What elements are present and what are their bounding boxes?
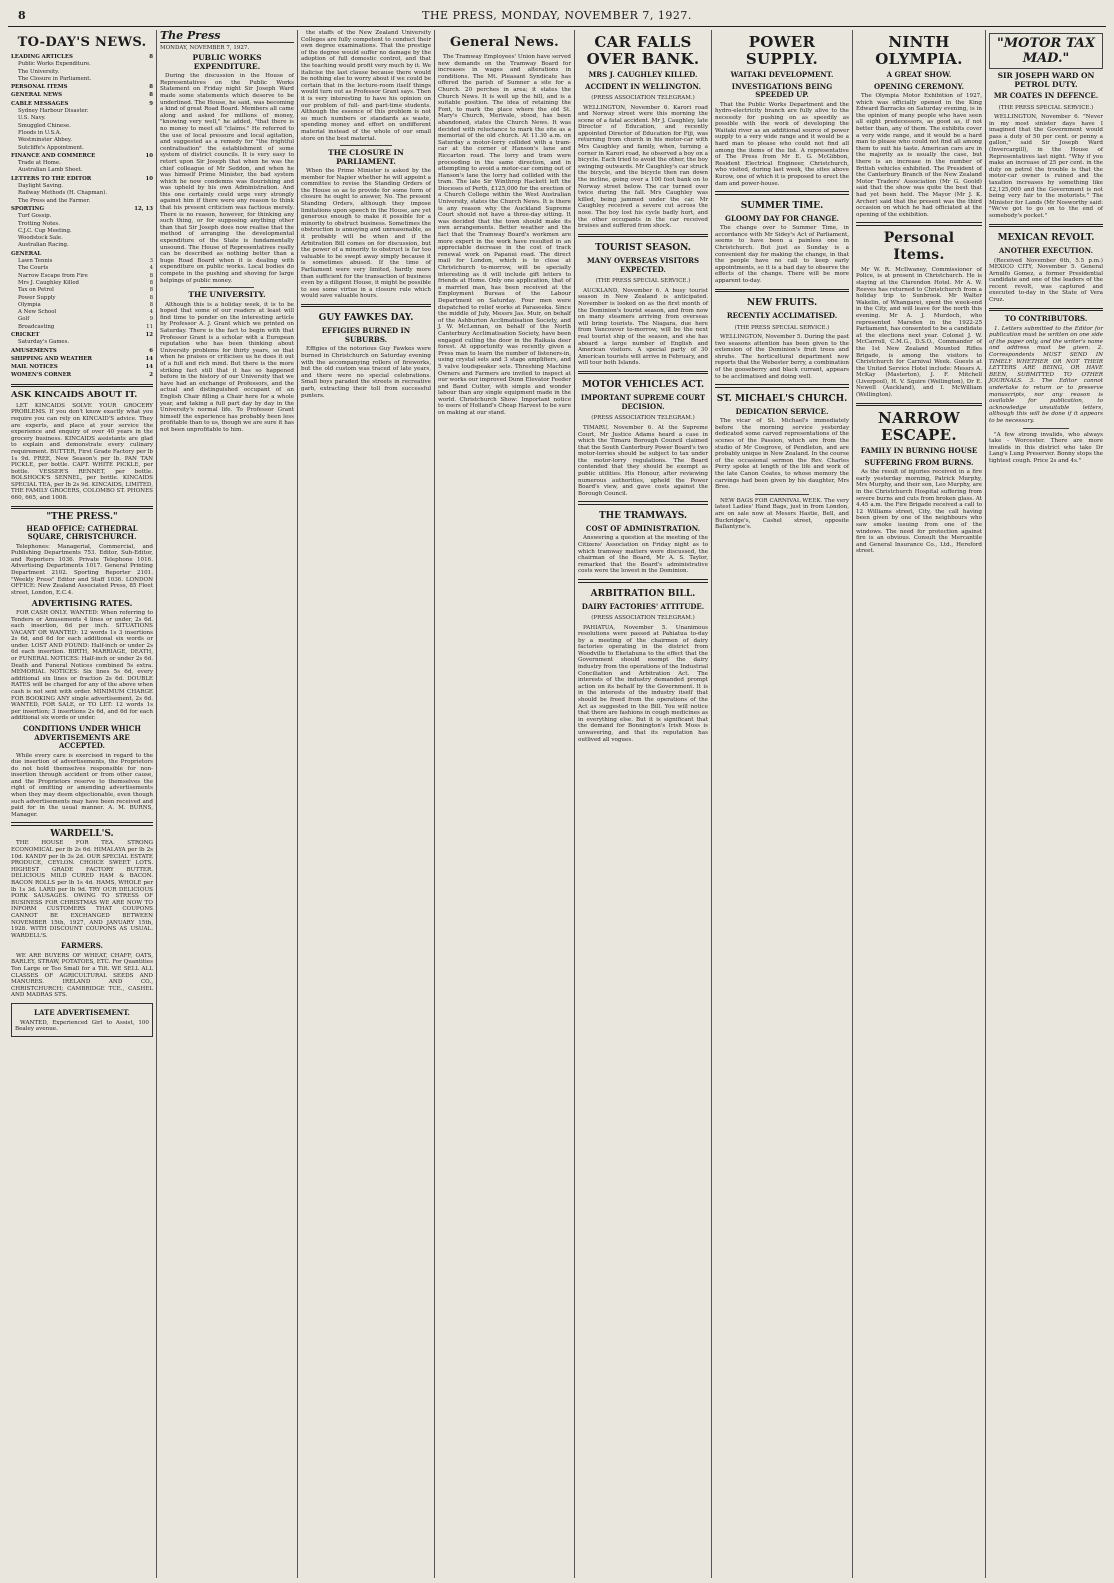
- index-label: LETTERS TO THE EDITOR: [11, 175, 92, 182]
- index-label: Narrow Escape from Fire: [18, 272, 88, 279]
- index-label: Railway Methods (H. Chapman).: [18, 190, 108, 197]
- motor-vehicles-source: (PRESS ASSOCIATION TELEGRAM.): [591, 415, 695, 422]
- guy-fawkes-heading: GUY FAWKES DAY.: [318, 313, 414, 324]
- olympia-heading: NINTH OLYMPIA.: [875, 33, 963, 68]
- index-label: Trade at Home.: [18, 160, 61, 167]
- index-page: 4: [149, 309, 153, 316]
- divider: [1023, 428, 1069, 429]
- personal-items-heading: Personal Items.: [883, 229, 955, 263]
- late-advertisement: [11, 1003, 153, 1037]
- motor-tax-heading: "MOTOR TAX MAD.": [989, 33, 1103, 69]
- arbitration-subheading: DAIRY FACTORIES' ATTITUDE.: [581, 601, 705, 611]
- index-page: 9: [149, 100, 153, 107]
- index-row: [11, 258, 153, 265]
- index-label: CRICKET: [11, 331, 40, 338]
- late-advertisement-body: WANTED, Experienced Girl to Assist, 100 Bealey avenue.: [15, 1019, 149, 1033]
- index-row: [11, 61, 153, 68]
- divider: [989, 308, 1103, 312]
- index-label: Golf: [18, 316, 30, 323]
- index-label: LEADING ARTICLES: [11, 54, 73, 60]
- press-body: Telephones: Managerial, Commercial, and Publishing Departments 753. Editor, Sub-Editor, and Reporters 1036. Private Telephone 1016. Advertising Departments 1017. General Printing Department 2102. Sporting Reporter 2101. "Weekly Press" Editor and Staff 1036. LONDON OFFICE: New Zealand Associated Press, 85 Fleet street, London, E.C.4.: [11, 543, 153, 596]
- advertising-rates-title: ADVERTISING RATES.: [31, 598, 133, 609]
- motor-vehicles-body: TIMARU, November 6. At the Supreme Court, Mr Justice Adams heard a case in which the Timaru Borough Council claimed that the South Canterbury Power Board's two motor-lorries should be subject to tax under the motor-lorry regulations. The Board contended that they should be exempt as public utilities. His Honour, after reviewing numerous authorities, upheld the Power Board's view, and gave costs against the Borough Council.: [578, 424, 708, 497]
- st-michaels-subheading: DEDICATION SERVICE.: [735, 406, 829, 416]
- index-label: SPORTING: [11, 205, 45, 212]
- car-falls-source: (PRESS ASSOCIATION TELEGRAM.): [591, 95, 695, 101]
- index-row: [11, 76, 153, 83]
- column-olympia: [853, 30, 986, 1578]
- index-label: The University.: [18, 68, 60, 75]
- index-row: [11, 137, 153, 144]
- index-row: [11, 364, 153, 371]
- press-title: "THE PRESS.": [46, 512, 118, 523]
- index-label: GENERAL: [11, 250, 42, 257]
- advertising-rates-body: FOR CASH ONLY. WANTED: When referring to Tenders or Amusements 4 lines or under, 2s 6d. each insertion, 6d per inch. SITUATIONS VACANT OR WANTED: 12 words 1s 3 insertions 2s 6d, and 6d for each additional six words or under. LOST AND FOUND: Half-inch or under 2s 6d each insertion. BIRTH, MARRIAGE, DEATH, or FUNERAL NOTICES: Half-inch or under 2s 6d. Death and Funeral Notices combined 5s extra. MEMORIAL NOTICES: Six lines 5s 6d, every additional six lines or fraction 2s 6d. DOUBLE RATES will be charged for any of the above when cash is not sent with order. MINIMUM CHARGE FOR BOOKING ANY single advertisement, 2s 6d. WANTED, FOR SALE, or TO LET: 12 words 1s per insertion; 3 insertions 2s 6d, and 6d for each additional six words or under.: [11, 609, 153, 722]
- conditions-body: While every care is exercised in regard to the due insertion of advertisements, the Proprietors do not hold themselves responsible for non-insertion through accident or from other cause, and the Proprietors reserve to themselves the right of omitting or amending advertisements when they may deem objectionable, even though such advertisements may have been received and paid for in the usual manner. A. M. BURNS, Manager.: [11, 752, 153, 818]
- index-label: Sutcliffe's Appointment.: [18, 144, 84, 151]
- index-label: Olympia: [18, 301, 41, 308]
- personal-items-body: Mr W. R. McIlwaney, Commissioner of Police, is at present in Christchurch. He is staying at the Clarendon Hotel. Mr A. W. Reeves has returned to Christchurch from a holiday trip to Sunbrook. Mr Walter Wakelin, of Whangarei, spent the week-end in the City, and will leave for the north this evening. Mr A. J. Murdoch, who represented Marsden in the 1922-25 Parliament, has consented to be a candidate at the elections next year. Colonel J. W. McCarroll, C.M.G., D.S.O., Commander of the 1st New Zealand Mounted Rifles Brigade, is among the visitors to Christchurch for Carnival Week. Guests at the United Service Hotel include: Messrs A. McKay (Masterton), J. F. Mitchell (Liverpool), H. V. Squire (Wellington), Dr E. Newell (Auckland), and I. McWilliam (Wellington).: [856, 266, 982, 399]
- index-row: [11, 302, 153, 309]
- index-page: 8: [149, 54, 153, 60]
- index-page: 12: [145, 331, 153, 338]
- press-logo: The Press: [160, 30, 294, 43]
- index-row: [11, 372, 153, 379]
- car-falls-subheading: MRS J. CAUGHLEY KILLED.: [588, 70, 698, 79]
- tourist-season-heading: TOURIST SEASON.: [595, 243, 691, 254]
- index-page: 8: [149, 294, 153, 301]
- index-row: [11, 108, 153, 115]
- car-falls-subheading-2: ACCIDENT IN WELLINGTON.: [585, 81, 701, 91]
- index-row: [11, 84, 153, 91]
- divider: [11, 822, 153, 826]
- index-row: [11, 92, 153, 99]
- index-label: PERSONAL ITEMS: [11, 84, 68, 91]
- index-row: [11, 167, 153, 174]
- index-label: Tax on Petrol: [18, 287, 54, 294]
- motor-tax-subheading-2: MR COATES IN DEFENCE.: [993, 91, 1099, 100]
- index-row: [11, 54, 153, 61]
- tramways-heading: THE TRAMWAYS.: [598, 510, 688, 521]
- index-row: [11, 332, 153, 339]
- column-motor-tax: [986, 30, 1106, 1578]
- olympia-body: The Olympia Motor Exhibition of 1927, which was officially opened in the King Edward Barracks on Saturday evening, is in the opinion of many people who have seen all eight predecessors, as good as, if not better than, any of them. The exhibits cover a very wide range, and it would be a hard man to please who could not find all among them to suit his taste. American cars are in the majority as is usually the case, but there is an increase in the number of British vehicles exhibited. The President of the Canterbury Branch of the New Zealand Motor Traders' Association (Mr G. Goold) said that the show was quite the best that had yet been held. The Mayor (Mr J. K. Archer) said that the present was the third occasion on which he had officiated at the opening of the exhibition.: [856, 93, 982, 218]
- index-page: 9: [149, 316, 153, 323]
- summer-time-body: The change over to Summer Time, in accordance with Mr Sidey's Act of Parliament, seems to have been a painless one in Christchurch. But just as Sunday is a convenient day for making the change, in that the people have no call to keep early appointments, so it is a bad day to observe the effects of the change. There will be more apparent to-day.: [715, 225, 849, 284]
- editorial-heading-closure: THE CLOSURE IN PARLIAMENT.: [328, 148, 404, 166]
- index-label: AMUSEMENTS: [11, 347, 57, 354]
- editorial-body-university: Although this is a holiday week, it is to be hoped that some of our readers at least will find time to ponder on the interesting article by Professor A. J. Grant which we printed on Saturday. There is the fact to begin with that Professor Grant is a scholar with a European reputation who has been thinking about University problems for thirty years, so that when he praises or criticises us he does it out of a full and rich mind. But there is the more striking fact still that it has so happened before in the history of our University that we have had an exchange of Professors, and the actual and distinguished occupant of an English Chair filling a Chair here for a whole year, and taking a full part day by day in the University's normal life. To Professor Grant himself the experience has probably been less profitable than to us, though we are sure it has not been unprofitable to him.: [160, 301, 294, 433]
- index-row: [11, 69, 153, 76]
- motor-vehicles-subheading: IMPORTANT SUPREME COURT DECISION.: [580, 393, 706, 411]
- index-row: [11, 280, 153, 287]
- index-row: [11, 287, 153, 294]
- editorial-date: MONDAY, NOVEMBER 7, 1927.: [160, 44, 250, 51]
- farmers-title: FARMERS.: [61, 941, 103, 951]
- index-page: 8: [149, 287, 153, 294]
- index-row: [11, 190, 153, 197]
- narrow-escape-body: As the result of injuries received in a fire early yesterday morning, Patrick Murphy, Mrs Murphy, and their son, Leo Murphy, are in the Christchurch Hospital suffering from severe burns and cuts from broken glass. At 4.45 a.m. the Fire Brigade received a call to 12 Williams street, City, the call having been given by one of the neighbours who saw smoke issuing from one of the windows. The need for protection against fire is an obvious. Consult the Mercantile and General Insurance Co., Ltd., Hereford street.: [856, 469, 982, 555]
- divider: [715, 191, 849, 195]
- new-fruits-body: WELLINGTON, November 5. During the past two seasons attention has been given to the extension of the Dominion's fruit trees and shrubs. The horticultural department now reports that the Webester berry, a combination of the gooseberry and black currant, appears to be acclimatised and doing well.: [715, 334, 849, 380]
- index-label: Australian Lamb Sheet.: [18, 167, 83, 174]
- st-michaels-body: The vicar of St. Michael's immediately before the morning service yesterday dedicated some carved representations of the scenes of the Passion, which are from the studio of Mr Cosgrove, of Pendleton, and are probably unique in New Zealand. In the course of the occasional sermon the Rev. Charles Perry spoke at length of the life and work of the late Canon Coates, to whose memory the carvings had been given by his daughter, Mrs Bree.: [715, 418, 849, 491]
- index-label: Saturday's Games.: [18, 339, 70, 346]
- index-page: 10: [145, 175, 153, 182]
- late-advertisement-title: LATE ADVERTISEMENT.: [34, 1008, 130, 1018]
- divider: [856, 222, 982, 226]
- index-row: [11, 221, 153, 228]
- index-page: 14: [145, 364, 153, 371]
- divider: [200, 287, 254, 288]
- arbitration-source: (PRESS ASSOCIATION TELEGRAM.): [591, 615, 695, 621]
- narrow-escape-heading: NARROW ESCAPE.: [878, 409, 960, 445]
- index-row: [11, 235, 153, 242]
- motor-tax-subheading: SIR JOSEPH WARD ON PETROL DUTY.: [997, 71, 1095, 89]
- wardells-title: WARDELL'S.: [50, 828, 114, 839]
- index-row: [11, 101, 153, 108]
- index-label: Power Supply: [18, 294, 56, 301]
- mexican-revolt-body: (Received November 6th, 5.5 p.m.) MEXICO CITY, November 5. General Arnulfo Gomez, a former Presidential candidate and one of the leaders of the recent revolt, was captured and executed to-day in the State of Vera Cruz.: [989, 257, 1103, 304]
- tramways-body: Answering a question at the meeting of the Citizens' Association on Friday night as to which tramway matters were discussed, the chairman of the Board, Mr A. S. Taylor, remarked that the Board's administrative costs were the lowest in the Dominion.: [578, 535, 708, 575]
- wardells-body: THE HOUSE FOR TEA. STRONG ECONOMICAL per lb 2s 6d. HIMALAYA per lb 2s 10d. KANDY per lb 3s 2d. OUR SPECIAL ESTATE PRODUCE, CEYLON. CHOICE SWEET LOTS. HIGHEST GRADE FACTORY BUTTER. DELICIOUS MILD CURED HAM & BACON. BACON ROLLS per lb 1s 4d. HAMS, WHOLE per lb 1s 3d. LARD per lb 9d. TRY OUR DELICIOUS PORK SAUSAGES. OWING TO STRESS OF BUSINESS FOR CHRISTMAS WE ARE NOW TO INFORM CUSTOMERS THAT COUPONS CANNOT BE EXCHANGED BETWEEN NOVEMBER 15th, 1927, AND JANUARY 15th, 1928. WITH DISCOUNT COUPONS AS USUAL. WARDELL'S.: [11, 840, 153, 939]
- tramways-subheading: COST OF ADMINISTRATION.: [585, 523, 701, 533]
- divider: [11, 506, 153, 510]
- editorial-continued-body: the staffs of the New Zealand University Colleges are fully competent to conduct their own degree examinations. That the prestige of the degree would suffer no damage by the adoption of full domestic control, and that the teaching would profit very much by it. We italicise the last clause because there would be nothing else to worry about if we could be certain that in the lecture-room itself things would turn out as Professor Grant says. Then it is very interesting to have his opinion on our problem of full- and part-time students. Although the essence of this problem is not so much numbers or standards as waste, spending money and effort on undifferent material instead of the whole of our small store on the best material.: [301, 30, 431, 142]
- column-editorial: [157, 30, 298, 1578]
- index-label: CABLE MESSAGES: [11, 100, 69, 107]
- index-row: [11, 145, 153, 152]
- farmers-body: WE ARE BUYERS OF WHEAT, CHAFF, OATS, BARLEY, STRAW, POTATOES, ETC. For Quantities Ton Large or Too Small for a Tilt. WE SELL ALL CLASSES OF AGRICULTURAL SEEDS AND MANURES. IRELAND AND CO., CHRISTCHURCH; CAMBRIDGE TCE., CASHEL AND MADRAS STS.: [11, 952, 153, 999]
- masthead: [8, 8, 1106, 27]
- index-label: GENERAL NEWS: [11, 92, 63, 99]
- power-supply-body: That the Public Works Department and the hydro-electricity branch are fully alive to the necessity for pushing on as speedily as possible with the work of developing the Waitaki river as an additional source of power supply to a very wide range and it would be a hard man to please who could not find all among the items of the list. A representative of The Press from Mr E. G. McGibbon, Resident Electrical Engineer, Christchurch, who visited, during last week, the sites above Kurow, one of which it is proposed to erect the dam and power-house.: [715, 101, 849, 187]
- index-row: [11, 356, 153, 363]
- divider: [715, 384, 849, 388]
- index-label: The Courts: [18, 265, 49, 272]
- index-row: [11, 153, 153, 160]
- general-news-body: The Tramway Employees' Union have served new demands on the Tramway Board for increases in wages and alterations in conditions. The Mt. Pleasant Syndicate has offered the parish of Sumner a site for a Church. 20 perches in area; it states the Church News. It is well up the hill, and is a suitable position. The idea of retaining the Font, to mark the place where the old St. Mary's Church, Merivale, stood, has been abandoned, states the Church News. It was decided with reluctance to mark the site as a memorial of the old church. At 11.30 a.m. on Saturday a motor-lorry collided with a tram-car at the corner of Hanson's lane and Riccarton road. The lorry and tram were proceeding in the same direction, and in attempting to avoid a motor-car coming out of Hanson's lane the lorry had collided with the tram. The late Sir Winthrop Hackett left the Dioceses of Perth, £125,000 for the erection of a Church College within the West Australian University, states the Church News. It is there is any reason why the Auckland Supreme Court should not have a three-day sitting. It was decided that the town should make its own arrangements. Better weather and the fact that the Tramway Board's workmen are more expert in the work have resulted in an appreciable decrease in the cost of track renewal work on Papanui road. The direct mail for London, which is to close at Christchurch to-morrow, will be specially interesting as it will include gift letters to friends at Home. Only one application, that of a married man, has been received at the Employment Bureau of the Labour Department on Saturday. Four men were dispatched to relief works at Paraseeka. Since the middle of July, Messrs Jas. Muir, on behalf of the Ashburton Acclimatisation Society, and J. W. McLennan, on behalf of the North Canterbury Acclimatisation Society, have been engaged culling the door in the Raikaia deer forest. At opportunity was recently given a Press man to learn the number of listeners-in, using crystal sets and 3 stage amplifiers, and 5 valve loudspeaker sets. Threshing Machine Owners and Farmers are invited to inspect at our works our improved Dunn Elevator Feeder and Band Cutter, with simple and wonder labour than any single equipment made in the world. Christchurch Show: Important notice to users of Holland's Cheap Harvest to be sure on making at our stand.: [438, 54, 571, 417]
- new-bags-notice: NEW BAGS FOR CARNIVAL WEEK. The very latest Ladies' Hand Bags, just in from London, are on sale now at Messrs Hastie, Bell, and Buckridge's, Cashel street, opposite Ballantyne's.: [715, 497, 849, 531]
- index-row: [11, 295, 153, 302]
- general-news-heading: General News.: [450, 35, 559, 50]
- editorial-body-public-works: During the discussion in the House of Representatives on the Public Works Statement on Friday night Sir Joseph Ward made some statements which deserve to be underlined. The House, he said, was becoming a kind of great Road Board. Members all came along and asked for millions of money, "knowing very well," he added, "that there is no money to meet all "claims." He referred to the use of local pressure and local agitation, and suggested as a remedy for "the frightful centralisation" the establishment of some system of district councils. It is very easy to retort upon Sir Joseph that when he was the chief colleague of Mr Seddon, and when he was himself Prime Minister, the bad system which he now condemns was flourishing and was upheld by his own Administration. And this one certainly could urge very strongly against him if there were any reason to think that his present criticism was factious merely. There is no reason, however, for thinking any such thing, or for supposing anything other than that Sir Joseph does now realise that the method of arranging the developmental expenditure of the State is fundamentally unsound. The House of Representatives really can be described as nothing better than a huge Road Board when it is dealing with expenditure on public works. Local bodies do compete in the pushing and shoving for large helpings of public money.: [160, 73, 294, 284]
- new-fruits-heading: NEW FRUITS.: [746, 298, 818, 309]
- index-label: Woodstock Sale.: [18, 235, 63, 242]
- index-row: [11, 273, 153, 280]
- index-page: 8: [149, 279, 153, 286]
- column-general-news: [435, 30, 575, 1578]
- car-falls-body: WELLINGTON, November 6. Karori road and Norway street were this morning the scene of a fatal accident. Mr J. Caughley, late Director of Education, and recently appointed Director of Education for Fiji, was returning from church in his motor-car with Mrs Caughley and family, when, turning a corner in Karori road, he observed a boy on a bicycle. Each tried to avoid the other, the boy swinging outwards. Mr Caughley's car struck the bicycle, and the bicycle then ran down the incline, going over a 100 foot bank on to Norway street below. The car turned over twice during the fall. Mrs Caughley was killed, being jammed under the car. Mr Caughley received a severe cut across the nose. The boy lost his cycle badly hurt, and the other occupants in the car received bruises and suffered from shock.: [578, 104, 708, 230]
- editorial-heading-university: THE UNIVERSITY.: [188, 290, 266, 300]
- index-row: [11, 198, 153, 205]
- index-row: [11, 115, 153, 122]
- column-editorial-continued: [298, 30, 435, 1578]
- index-row: [11, 228, 153, 235]
- tourist-season-source: (THE PRESS SPECIAL SERVICE.): [595, 278, 691, 285]
- narrow-escape-subheading-2: SUFFERING FROM BURNS.: [864, 457, 974, 467]
- motor-tax-body: WELLINGTON, November 6. "Never in my most sinister days have I imagined that the Government would pass a duty of 50 per cent. or penny a gallon," said Sir Joseph Ward (Invercargill), in the House of Representatives last night. "Why if you make an increase of 25 per cent. in the duty on petrol the trouble is that the motor-car owner is ruined and the taxation increases by something like £2,125,000 and the Government is not being very fair to the motorists." The Minister for Lands (Mr Nosworthy said: "We've got to go on to the end of somebody's pocket.": [989, 114, 1103, 219]
- index-label: C.J.C. Cup Meeting.: [18, 227, 72, 234]
- index-page: 12, 13: [134, 205, 153, 212]
- index-label: Broadcasting: [18, 323, 55, 330]
- index-row: [11, 309, 153, 316]
- index-page: 8: [149, 84, 153, 91]
- divider: [11, 384, 153, 388]
- mexican-revolt-subheading: ANOTHER EXECUTION.: [998, 246, 1094, 255]
- divider: [715, 289, 849, 293]
- guy-fawkes-body: Effigies of the notorious Guy Fawkes were burned in Christchurch on Saturday evening with the accompanying rollers of fireworks, but the old custom was traced of late years, and there were no special celebrations. Small boys paraded the streets in recreative garb, extracting their toll from successful punters.: [301, 346, 431, 399]
- new-fruits-source: (THE PRESS SPECIAL SERVICE.): [734, 324, 830, 331]
- index-label: Australian Racing.: [18, 242, 69, 249]
- index-page: 14: [145, 355, 153, 362]
- index-row: [11, 339, 153, 346]
- car-falls-heading: CAR FALLS OVER BANK.: [586, 33, 700, 68]
- index-page: 3: [149, 258, 153, 265]
- index-label: Daylight Saving.: [18, 183, 64, 190]
- index-page: 8: [149, 272, 153, 279]
- index-label: Lawn Tennis: [18, 258, 53, 265]
- divider: [578, 234, 708, 238]
- tourist-season-subheading: MANY OVERSEAS VISITORS EXPECTED.: [586, 256, 700, 274]
- index-page: 2: [149, 372, 153, 379]
- index-row: [11, 324, 153, 331]
- index-label: WOMEN'S CORNER: [11, 372, 72, 379]
- index-label: U.S. Navy.: [18, 115, 46, 122]
- lung-preserver-notice: "A few strong invalids, who always take - Worcester. There are more invalids in this district who take Dr Lang's Lung Preserver. Bonny stops the tightest cough. Price 2s and 4s.": [989, 431, 1103, 464]
- kincaids-ad-body: LET KINCAIDS SOLVE YOUR GROCERY PROBLEMS. If you don't know exactly what you require you can rely on KINCAID'S advice. They are experts, and place at your service the experience and enquiry of over 40 years in the grocery business. KINCAIDS assistants are glad to explain and demonstrate every culinary requirement. BUTTER, First Grade Factory per lb 1s 9d. FREE, New Season's per lb. PAN TAN PICKLE, per bottle. CAPT. WHITE PICKLE, per bottle. VESSER'S RENNET, per bottle. BOLSHOCK'S SENNEL, per bottle. KINCAIDS SPECIAL TEA, per lb 2s 9d. KINCAIDS, LIMITED, THE FAMILY GROCERS, COLOMBO ST. PHONES 660, 665, and 1008.: [11, 402, 153, 502]
- arbitration-body: PAHIATUA, November 5. Unanimous resolutions were passed at Pahiatua to-day by a meeting of the chairmen of dairy factories operating in the district from Woodville to Eketahuna to the effect that the Government should exempt the dairy industry from the operations of the Industrial Conciliation and Arbitration Act. The interests of the industry demanded prompt action on its behalf by the Government. It is in the interests of the industry itself that should be freed from the operations of the Act as suggested in the Bill. You will notice that there are fashions in cough medicines as in everything else. But it is significant that the demand for Bonnington's Irish Moss is unwavering, and that its reputation has outlived all vogues.: [578, 624, 708, 743]
- index-label: A New School: [18, 309, 57, 316]
- index-label: FINANCE AND COMMERCE: [11, 152, 96, 159]
- mexican-revolt-heading: MEXICAN REVOLT.: [997, 233, 1095, 243]
- index-row: [11, 130, 153, 137]
- index-row: [11, 213, 153, 220]
- divider: [755, 494, 809, 495]
- index-row: [11, 160, 153, 167]
- index-label: The Closure in Parliament.: [18, 75, 92, 82]
- kincaids-ad-title: ASK KINCAIDS ABOUT IT.: [11, 390, 138, 401]
- divider: [578, 501, 708, 505]
- divider: [340, 145, 392, 146]
- divider: [856, 403, 982, 407]
- news-index: [11, 54, 153, 380]
- index-page: 8: [149, 301, 153, 308]
- index-label: Trotting Notes.: [18, 220, 60, 227]
- divider: [301, 304, 431, 308]
- index-label: Turf Gossip.: [18, 213, 52, 220]
- divider: [578, 371, 708, 375]
- arbitration-heading: ARBITRATION BILL.: [590, 588, 696, 599]
- index-label: Sydney Harbour Disaster.: [18, 108, 89, 115]
- column-power-supply: [712, 30, 853, 1578]
- power-supply-heading: POWER SUPPLY.: [745, 33, 819, 68]
- power-supply-subheading: WAITAKI DEVELOPMENT.: [730, 70, 834, 79]
- contributors-heading: TO CONTRIBUTORS.: [1004, 314, 1088, 324]
- st-michaels-heading: ST. MICHAEL'S CHURCH.: [716, 393, 848, 404]
- narrow-escape-subheading: FAMILY IN BURNING HOUSE: [860, 446, 978, 456]
- index-label: The Press and the Farmer.: [18, 197, 91, 204]
- editorial-heading-public-works: PUBLIC WORKS EXPENDITURE.: [192, 53, 262, 71]
- summer-time-subheading: GLOOMY DAY FOR CHANGE.: [725, 213, 839, 223]
- index-row: [11, 176, 153, 183]
- press-office: HEAD OFFICE: CATHEDRAL SQUARE, CHRISTCHURCH.: [26, 523, 138, 542]
- index-label: Westminster Abbey.: [18, 137, 72, 144]
- index-row: [11, 251, 153, 258]
- index-row: [11, 265, 153, 272]
- index-label: Floods in U.S.A.: [18, 129, 62, 136]
- index-label: Smuggled Chinese.: [18, 122, 71, 129]
- index-page: 11: [146, 323, 153, 330]
- index-page: 8: [149, 92, 153, 99]
- olympia-subheading-2: OPENING CEREMONY.: [873, 81, 965, 91]
- index-label: SHIPPING AND WEATHER: [11, 355, 92, 362]
- index-label: MAIL NOTICES: [11, 364, 58, 371]
- editorial-body-closure: When the Prime Minister is asked by the member for Napier whether he will appoint a committee to revise the Standing Orders of the House so as to provide for some form of closure he ought to answer, No. The present Standing Orders, although they impose limitations upon speech in the House, are yet generous enough to make it possible for a minority to obstruct business. Sometimes the obstruction is annoying and unreasonable, as it probably will be when and if the Arbitration Bill comes on for discussion, but the power of a minority to obstruct is far too valuable to be swept away simply because it is sometimes abused. If the time of Parliament were very limited, hardly more than sufficient for the transaction of business even by a diligent House, it might be possible to see some virtue in a closure rule which would save valuable hours.: [301, 168, 431, 300]
- divider: [989, 224, 1103, 228]
- divider: [578, 579, 708, 583]
- page-number: 8: [18, 9, 26, 22]
- column-todays-news: [8, 30, 157, 1578]
- guy-fawkes-subheading: EFFIGIES BURNED IN SUBURBS.: [321, 326, 411, 344]
- masthead-title: THE PRESS, MONDAY, NOVEMBER 7, 1927.: [422, 9, 692, 22]
- summer-time-heading: SUMMER TIME.: [740, 200, 824, 211]
- index-page: 10: [145, 152, 153, 159]
- index-label: Public Works Expenditure.: [18, 61, 91, 68]
- new-fruits-subheading: RECENTLY ACCLIMATISED.: [726, 311, 838, 321]
- todays-news-title: TO-DAY'S NEWS.: [17, 35, 147, 50]
- index-row: [11, 348, 153, 355]
- index-page: 4: [149, 265, 153, 272]
- index-page: 6: [149, 347, 153, 354]
- column-car-falls: [575, 30, 712, 1578]
- index-row: [11, 123, 153, 130]
- index-row: [11, 206, 153, 213]
- olympia-subheading: A GREAT SHOW.: [886, 70, 952, 79]
- index-row: [11, 316, 153, 323]
- conditions-title: CONDITIONS UNDER WHICH ADVERTISEMENTS ARE ACCEPTED.: [23, 724, 141, 751]
- power-supply-subheading-2: INVESTIGATIONS BEING SPEEDED UP.: [731, 81, 833, 99]
- index-label: Mrs J. Caughley Killed: [18, 279, 79, 286]
- motor-vehicles-heading: MOTOR VEHICLES ACT.: [581, 380, 705, 391]
- motor-tax-source: (THE PRESS SPECIAL SERVICE.): [998, 104, 1094, 111]
- columns: [8, 30, 1106, 1578]
- index-row: [11, 242, 153, 249]
- tourist-season-body: AUCKLAND, November 6. A busy tourist season in New Zealand is anticipated. November is looked on as the first month of the Dominion's tourist season, and from now on many steamers arriving from overseas will bring tourists. The Niagara, due here from Vancouver to-morrow, will be the next real tourist ship of the season, and she has aboard a large number of English and American visitors. A special party of 30 American tourists will arrive in February, and will tour both Islands.: [578, 287, 708, 367]
- contributors-body: 1. Letters submitted to the Editor for publication must be written on one side of the paper only, and the writer's name and address must be given. 2. Correspondents MUST SEND IN TIMELY WHETHER OR NOT THEIR LETTERS ARE BEING, OR HAVE BEEN, SUBMITTED TO OTHER JOURNALS. 3. The Editor cannot undertake to return or to preserve manuscripts, nor any reason is available for publication, to acknowledge unsuitable letters, although this will be done if it appears to be necessary.: [989, 325, 1103, 424]
